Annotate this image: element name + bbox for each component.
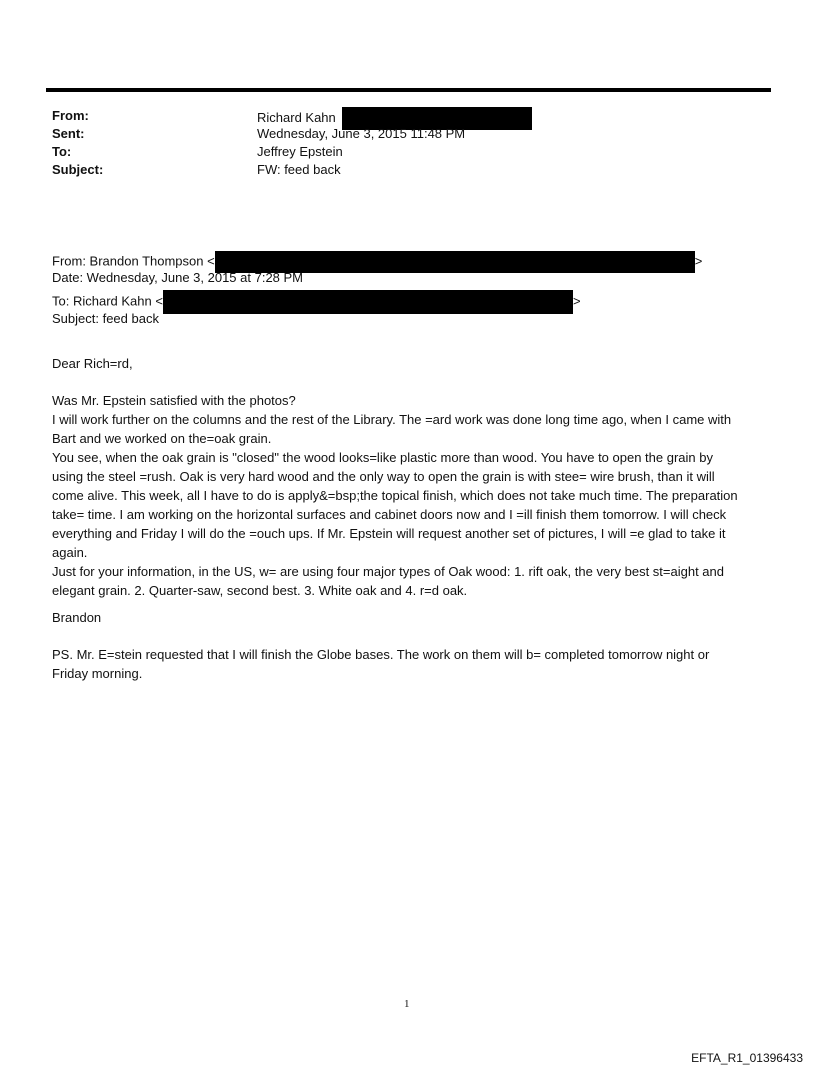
- subject-value: FW: feed back: [257, 162, 341, 177]
- signature: Brandon: [52, 610, 102, 625]
- body-line: Was Mr. Epstein satisfied with the photos?: [52, 393, 296, 408]
- body-line: come alive. This week, all I have to do is apply&=bsp;the topical finish, which does not take much time. The preparation: [52, 488, 738, 503]
- document-id: EFTA_R1_01396433: [691, 1051, 803, 1065]
- body-line: using the steel =rush. Oak is very hard wood and the only way to open the grain is with stee= wire brush, than it will: [52, 469, 715, 484]
- ps-line: PS. Mr. E=stein requested that I will finish the Globe bases. The work on them will b= completed tomorrow night or: [52, 647, 710, 662]
- greeting: Dear Rich=rd,: [52, 356, 133, 371]
- body-line: I will work further on the columns and the rest of the Library. The =ard work was done long time ago, when I came with: [52, 412, 732, 427]
- redaction-box: [163, 290, 573, 314]
- to-value: Jeffrey Epstein: [257, 144, 343, 159]
- body-line: You see, when the oak grain is "closed" the wood looks=like plastic more than wood. You have to open the grain by: [52, 450, 713, 465]
- body-line: Just for your information, in the US, w= are using four major types of Oak wood: 1. rift oak, the very best st=aight and: [52, 564, 724, 579]
- forwarded-date: Date: Wednesday, June 3, 2015 at 7:28 PM: [52, 270, 304, 285]
- sent-value: Wednesday, June 3, 2015 11:48 PM: [257, 126, 466, 141]
- forwarded-to-close: >: [572, 293, 581, 309]
- body-line: Bart and we worked on the=oak grain.: [52, 431, 272, 446]
- subject-label: Subject:: [52, 162, 104, 177]
- sent-label: Sent:: [52, 126, 85, 141]
- forwarded-from-close: >: [694, 253, 703, 269]
- body-line: take= time. I am working on the horizontal surfaces and cabinet doors now and I =ill finish them tomorrow. I will check: [52, 507, 727, 522]
- body-line: elegant grain. 2. Quarter-saw, second best. 3. White oak and 4. r=d oak.: [52, 583, 468, 598]
- from-value: Richard Kahn: [257, 109, 336, 125]
- to-label: To:: [52, 144, 72, 159]
- ps-line: Friday morning.: [52, 666, 143, 681]
- forwarded-subject: Subject: feed back: [52, 311, 159, 326]
- from-label: From:: [52, 108, 89, 123]
- forwarded-to: To: Richard Kahn <: [52, 293, 163, 309]
- header-rule: [46, 88, 771, 92]
- page-number: 1: [404, 998, 410, 1010]
- forwarded-from: From: Brandon Thompson <: [52, 253, 215, 269]
- body-line: everything and Friday I will do the =ouch ups. If Mr. Epstein will request another set of pictures, I will =e glad to take it: [52, 526, 726, 541]
- body-line: again.: [52, 545, 88, 560]
